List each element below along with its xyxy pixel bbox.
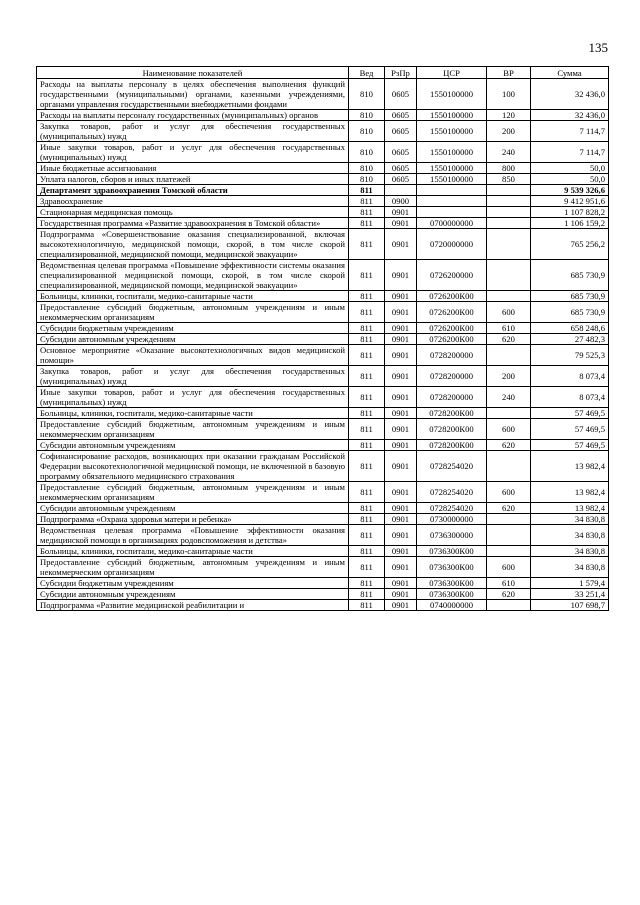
cell-sum: 32 436,0	[531, 110, 609, 121]
cell-sum: 50,0	[531, 174, 609, 185]
cell-vr	[487, 185, 531, 196]
cell-rzpr: 0901	[385, 345, 417, 366]
cell-name: Расходы на выплаты персоналу в целях обеспечения выполнения функций государственными (муниципальными) органами, казенными учреждениями, органами управления государственными внебюджетными фондами	[37, 79, 349, 110]
cell-ved: 811	[349, 302, 385, 323]
cell-rzpr: 0901	[385, 408, 417, 419]
table-row	[37, 334, 609, 345]
cell-name: Ведомственная целевая программа «Повышение эффективности системы оказания специализированной медицинской помощи, скорой, в том числе скорой специализированной, медицинской помощи, медицинской эвакуации»	[37, 260, 349, 291]
cell-name: Здравоохранение	[37, 196, 349, 207]
cell-vr	[487, 546, 531, 557]
table-row	[37, 451, 609, 482]
cell-vr	[487, 260, 531, 291]
cell-ved: 810	[349, 174, 385, 185]
table-row	[37, 174, 609, 185]
cell-sum: 79 525,3	[531, 345, 609, 366]
cell-vr	[487, 291, 531, 302]
cell-csr: 1550100000	[417, 163, 487, 174]
cell-csr: 0730000000	[417, 514, 487, 525]
cell-ved: 811	[349, 366, 385, 387]
cell-vr	[487, 600, 531, 611]
cell-csr: 0720000000	[417, 229, 487, 260]
cell-sum: 34 830,8	[531, 557, 609, 578]
cell-csr: 0728200К00	[417, 408, 487, 419]
cell-rzpr: 0901	[385, 323, 417, 334]
cell-sum: 1 579,4	[531, 578, 609, 589]
cell-rzpr: 0605	[385, 142, 417, 163]
cell-name: Иные закупки товаров, работ и услуг для обеспечения государственных (муниципальных) нужд	[37, 387, 349, 408]
cell-ved: 811	[349, 323, 385, 334]
table-row	[37, 207, 609, 218]
cell-csr: 1550100000	[417, 174, 487, 185]
table-row	[37, 525, 609, 546]
cell-name: Стационарная медицинская помощь	[37, 207, 349, 218]
table-row	[37, 291, 609, 302]
table-row	[37, 387, 609, 408]
table-row	[37, 366, 609, 387]
cell-name: Департамент здравоохранения Томской области	[37, 185, 349, 196]
table-row	[37, 408, 609, 419]
table-row	[37, 260, 609, 291]
cell-name: Субсидии бюджетным учреждениям	[37, 323, 349, 334]
cell-rzpr: 0901	[385, 600, 417, 611]
cell-name: Закупка товаров, работ и услуг для обеспечения государственных (муниципальных) нужд	[37, 121, 349, 142]
cell-ved: 810	[349, 110, 385, 121]
header-csr: ЦСР	[417, 67, 487, 79]
cell-rzpr: 0901	[385, 440, 417, 451]
header-rzpr: РзПр	[385, 67, 417, 79]
cell-vr: 620	[487, 503, 531, 514]
cell-name: Расходы на выплаты персоналу государственных (муниципальных) органов	[37, 110, 349, 121]
table-row	[37, 185, 609, 196]
cell-rzpr: 0605	[385, 79, 417, 110]
cell-vr	[487, 514, 531, 525]
table-row	[37, 229, 609, 260]
cell-rzpr: 0901	[385, 260, 417, 291]
cell-sum: 57 469,5	[531, 440, 609, 451]
cell-name: Уплата налогов, сборов и иных платежей	[37, 174, 349, 185]
header-ved: Вед	[349, 67, 385, 79]
cell-sum: 7 114,7	[531, 142, 609, 163]
cell-name: Иные закупки товаров, работ и услуг для обеспечения государственных (муниципальных) нужд	[37, 142, 349, 163]
cell-csr: 0740000000	[417, 600, 487, 611]
cell-vr: 850	[487, 174, 531, 185]
cell-csr: 0736300К00	[417, 589, 487, 600]
cell-ved: 811	[349, 207, 385, 218]
cell-sum: 32 436,0	[531, 79, 609, 110]
cell-vr	[487, 196, 531, 207]
cell-name: Подпрограмма «Развитие медицинской реабилитации и	[37, 600, 349, 611]
cell-rzpr: 0901	[385, 578, 417, 589]
cell-ved: 811	[349, 334, 385, 345]
cell-vr: 610	[487, 578, 531, 589]
cell-sum: 658 248,6	[531, 323, 609, 334]
cell-name: Предоставление субсидий бюджетным, автономным учреждениям и иным некоммерческим организациям	[37, 302, 349, 323]
cell-csr: 0726200К00	[417, 291, 487, 302]
cell-rzpr: 0901	[385, 302, 417, 323]
cell-sum: 57 469,5	[531, 408, 609, 419]
cell-sum: 13 982,4	[531, 451, 609, 482]
cell-sum: 107 698,7	[531, 600, 609, 611]
cell-ved: 810	[349, 142, 385, 163]
cell-csr: 0728200000	[417, 345, 487, 366]
table-row	[37, 578, 609, 589]
cell-vr: 620	[487, 589, 531, 600]
cell-csr: 0728200000	[417, 366, 487, 387]
table-row	[37, 121, 609, 142]
cell-vr: 600	[487, 419, 531, 440]
cell-csr	[417, 185, 487, 196]
cell-rzpr: 0901	[385, 503, 417, 514]
table-row	[37, 163, 609, 174]
cell-name: Субсидии автономным учреждениям	[37, 589, 349, 600]
cell-rzpr: 0605	[385, 121, 417, 142]
page-number: 135	[588, 40, 608, 55]
cell-name: Субсидии автономным учреждениям	[37, 503, 349, 514]
cell-csr: 0736300К00	[417, 578, 487, 589]
cell-rzpr: 0901	[385, 482, 417, 503]
cell-csr: 0728254020	[417, 482, 487, 503]
table-row	[37, 440, 609, 451]
cell-ved: 811	[349, 185, 385, 196]
cell-rzpr: 0901	[385, 514, 417, 525]
table-row	[37, 589, 609, 600]
cell-name: Больницы, клиники, госпитали, медико-санитарные части	[37, 291, 349, 302]
cell-sum: 9 539 326,6	[531, 185, 609, 196]
cell-csr: 1550100000	[417, 142, 487, 163]
cell-csr: 0728254020	[417, 503, 487, 514]
cell-rzpr: 0901	[385, 207, 417, 218]
cell-rzpr: 0901	[385, 546, 417, 557]
cell-rzpr: 0900	[385, 196, 417, 207]
cell-rzpr: 0901	[385, 589, 417, 600]
table-row	[37, 218, 609, 229]
cell-sum: 13 982,4	[531, 503, 609, 514]
cell-csr: 0728200000	[417, 387, 487, 408]
cell-sum: 7 114,7	[531, 121, 609, 142]
cell-rzpr: 0901	[385, 451, 417, 482]
cell-rzpr: 0901	[385, 525, 417, 546]
cell-rzpr: 0605	[385, 110, 417, 121]
cell-vr: 620	[487, 334, 531, 345]
cell-ved: 811	[349, 229, 385, 260]
cell-rzpr: 0901	[385, 291, 417, 302]
cell-vr: 240	[487, 387, 531, 408]
cell-sum: 27 482,3	[531, 334, 609, 345]
table-row	[37, 196, 609, 207]
cell-ved: 811	[349, 503, 385, 514]
cell-rzpr: 0605	[385, 174, 417, 185]
cell-csr: 0736300К00	[417, 557, 487, 578]
cell-sum: 34 830,8	[531, 546, 609, 557]
table-row	[37, 302, 609, 323]
cell-csr: 0726200К00	[417, 334, 487, 345]
table-row	[37, 79, 609, 110]
cell-ved: 811	[349, 419, 385, 440]
cell-csr: 1550100000	[417, 79, 487, 110]
cell-rzpr: 0605	[385, 163, 417, 174]
cell-ved: 811	[349, 345, 385, 366]
cell-ved: 811	[349, 589, 385, 600]
cell-vr: 120	[487, 110, 531, 121]
cell-csr: 1550100000	[417, 121, 487, 142]
cell-sum: 685 730,9	[531, 291, 609, 302]
cell-ved: 811	[349, 440, 385, 451]
cell-name: Софинансирование расходов, возникающих при оказании гражданам Российской Федерации высокотехнологичной медицинской помощи, не включенной в базовую программу обязательного медицинского страхования	[37, 451, 349, 482]
cell-ved: 811	[349, 408, 385, 419]
cell-rzpr: 0901	[385, 419, 417, 440]
cell-csr: 0736300К00	[417, 546, 487, 557]
cell-name: Закупка товаров, работ и услуг для обеспечения государственных (муниципальных) нужд	[37, 366, 349, 387]
cell-csr: 0726200К00	[417, 323, 487, 334]
cell-ved: 811	[349, 218, 385, 229]
cell-csr: 0700000000	[417, 218, 487, 229]
cell-name: Больницы, клиники, госпитали, медико-санитарные части	[37, 408, 349, 419]
cell-ved: 811	[349, 196, 385, 207]
cell-ved: 811	[349, 578, 385, 589]
cell-sum: 1 107 828,2	[531, 207, 609, 218]
cell-name: Предоставление субсидий бюджетным, автономным учреждениям и иным некоммерческим организациям	[37, 419, 349, 440]
cell-name: Иные бюджетные ассигнования	[37, 163, 349, 174]
cell-vr	[487, 218, 531, 229]
cell-csr: 0728200К00	[417, 440, 487, 451]
cell-rzpr: 0901	[385, 557, 417, 578]
cell-ved: 810	[349, 163, 385, 174]
cell-vr: 610	[487, 323, 531, 334]
header-vr: ВР	[487, 67, 531, 79]
cell-rzpr: 0901	[385, 366, 417, 387]
table-row	[37, 110, 609, 121]
cell-vr	[487, 207, 531, 218]
cell-rzpr	[385, 185, 417, 196]
cell-ved: 811	[349, 451, 385, 482]
cell-name: Подпрограмма «Охрана здоровья матери и ребенка»	[37, 514, 349, 525]
cell-sum: 9 412 951,6	[531, 196, 609, 207]
cell-vr	[487, 451, 531, 482]
cell-csr	[417, 196, 487, 207]
cell-sum: 34 830,8	[531, 514, 609, 525]
cell-sum: 50,0	[531, 163, 609, 174]
cell-vr	[487, 229, 531, 260]
cell-ved: 810	[349, 121, 385, 142]
cell-name: Предоставление субсидий бюджетным, автономным учреждениям и иным некоммерческим организациям	[37, 557, 349, 578]
cell-name: Предоставление субсидий бюджетным, автономным учреждениям и иным некоммерческим организациям	[37, 482, 349, 503]
table-row	[37, 482, 609, 503]
cell-vr: 100	[487, 79, 531, 110]
cell-name: Субсидии бюджетным учреждениям	[37, 578, 349, 589]
cell-ved: 811	[349, 291, 385, 302]
cell-rzpr: 0901	[385, 387, 417, 408]
cell-name: Субсидии автономным учреждениям	[37, 334, 349, 345]
cell-vr: 800	[487, 163, 531, 174]
cell-name: Субсидии автономным учреждениям	[37, 440, 349, 451]
cell-ved: 810	[349, 79, 385, 110]
table-row	[37, 600, 609, 611]
cell-csr: 0728254020	[417, 451, 487, 482]
table-row	[37, 557, 609, 578]
cell-csr: 1550100000	[417, 110, 487, 121]
cell-csr	[417, 207, 487, 218]
table-row	[37, 514, 609, 525]
cell-ved: 811	[349, 482, 385, 503]
cell-name: Государственная программа «Развитие здравоохранения в Томской области»	[37, 218, 349, 229]
cell-ved: 811	[349, 557, 385, 578]
table-row	[37, 323, 609, 334]
table-row	[37, 546, 609, 557]
cell-sum: 1 106 159,2	[531, 218, 609, 229]
cell-ved: 811	[349, 514, 385, 525]
cell-vr: 200	[487, 121, 531, 142]
budget-table	[36, 66, 609, 611]
cell-csr: 0728200К00	[417, 419, 487, 440]
cell-name: Основное мероприятие «Оказание высокотехнологичных видов медицинской помощи»	[37, 345, 349, 366]
cell-sum: 57 469,5	[531, 419, 609, 440]
cell-sum: 8 073,4	[531, 387, 609, 408]
cell-csr: 0726200000	[417, 260, 487, 291]
cell-sum: 34 830,8	[531, 525, 609, 546]
cell-rzpr: 0901	[385, 334, 417, 345]
cell-ved: 811	[349, 387, 385, 408]
header-name: Наименование показателей	[37, 67, 349, 79]
cell-vr: 600	[487, 482, 531, 503]
cell-vr: 240	[487, 142, 531, 163]
cell-name: Ведомственная целевая программа «Повышение эффективности оказания медицинской помощи в организациях родовспоможения и детства»	[37, 525, 349, 546]
table-row	[37, 345, 609, 366]
cell-sum: 765 256,2	[531, 229, 609, 260]
cell-sum: 685 730,9	[531, 260, 609, 291]
cell-name: Подпрограмма «Совершенствование оказания специализированной, включая высокотехнологичную, медицинской помощи, скорой, в том числе скорой специализированной, медицинской помощи, медицинской эвакуации»	[37, 229, 349, 260]
cell-vr	[487, 408, 531, 419]
cell-vr: 600	[487, 302, 531, 323]
table-header-row	[37, 67, 609, 79]
cell-csr: 0736300000	[417, 525, 487, 546]
cell-sum: 33 251,4	[531, 589, 609, 600]
cell-vr: 620	[487, 440, 531, 451]
table-row	[37, 419, 609, 440]
cell-sum: 685 730,9	[531, 302, 609, 323]
cell-ved: 811	[349, 600, 385, 611]
cell-rzpr: 0901	[385, 218, 417, 229]
cell-vr	[487, 525, 531, 546]
cell-ved: 811	[349, 546, 385, 557]
cell-csr: 0726200К00	[417, 302, 487, 323]
cell-name: Больницы, клиники, госпитали, медико-санитарные части	[37, 546, 349, 557]
cell-ved: 811	[349, 525, 385, 546]
header-sum: Сумма	[531, 67, 609, 79]
cell-vr: 200	[487, 366, 531, 387]
cell-ved: 811	[349, 260, 385, 291]
table-row	[37, 503, 609, 514]
table-row	[37, 142, 609, 163]
cell-vr	[487, 345, 531, 366]
cell-vr: 600	[487, 557, 531, 578]
cell-rzpr: 0901	[385, 229, 417, 260]
cell-sum: 13 982,4	[531, 482, 609, 503]
cell-sum: 8 073,4	[531, 366, 609, 387]
